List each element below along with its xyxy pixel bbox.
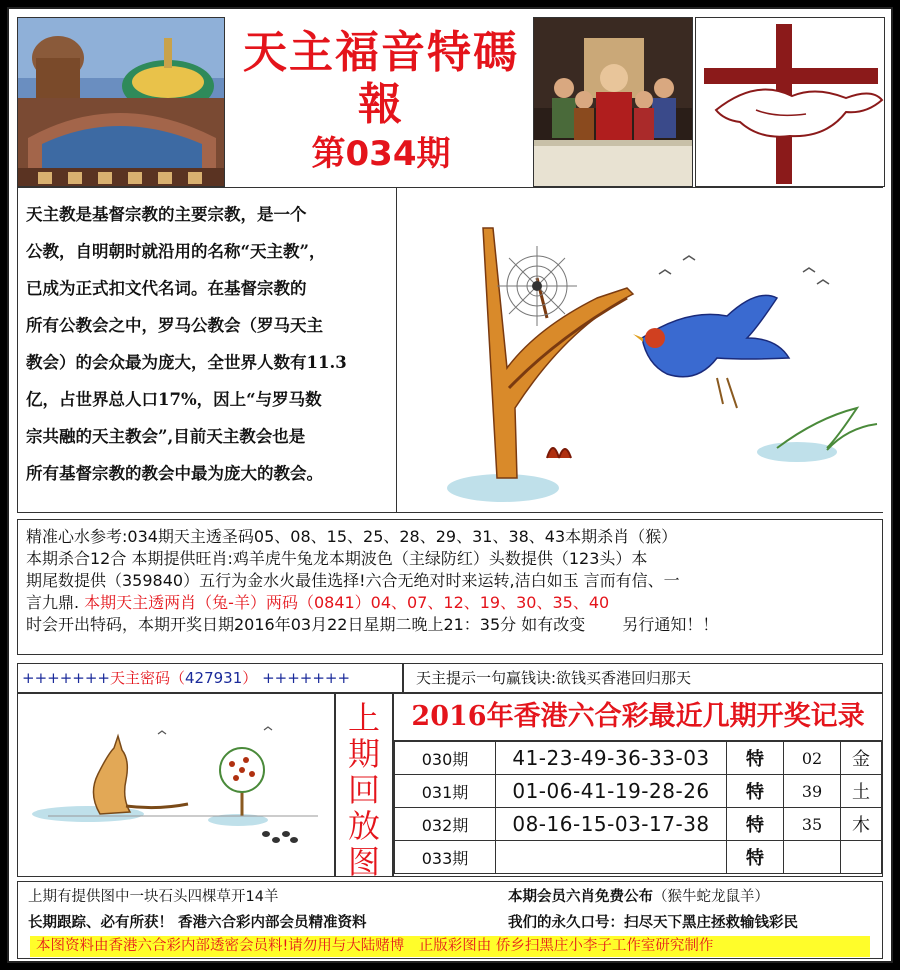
plus-right: +++++++ (262, 669, 351, 687)
info-line-4-highlight: 本期天主透两肖（兔-羊）两码（0841）04、07、12、19、30、35、40 (79, 593, 610, 612)
period-cell: 032期 (395, 808, 496, 841)
last-issue-illustration (17, 693, 335, 877)
table-row (395, 775, 882, 808)
element-cell (841, 841, 882, 874)
info-line-5: 时会开出特码，本期开奖日期2016年03月22日星期二晚上21：35分 如有改变 另行通知！！ (26, 615, 719, 634)
special-cell: 39 (784, 775, 841, 808)
church-illustration (18, 18, 225, 187)
replay-char: 上 (347, 699, 380, 737)
info-line-3: 期尾数提供（359840）五行为金水火最佳选择!六合无绝对时来运转,洁白如玉 言而有信、一 (26, 571, 680, 590)
church-photo (17, 17, 225, 187)
te-cell: 特 (727, 742, 784, 775)
intro-line: 宗共融的天主教会”,目前天主教会也是 (26, 427, 306, 446)
intro-line: 教会）的会众最为庞大，全世界人数有11.3 (26, 353, 347, 372)
replay-char: 图 (347, 843, 380, 881)
cross-dove-image (695, 17, 885, 187)
footer-slogan-right: 我们的永久口号：扫尽天下黑庄拯救输钱彩民 (508, 915, 798, 931)
intro-text (26, 196, 386, 492)
records-table (394, 741, 882, 874)
intro-section (17, 187, 883, 513)
period-cell: 031期 (395, 775, 496, 808)
prediction-info (17, 519, 883, 655)
table-row (395, 808, 882, 841)
cross-dove-illustration (696, 18, 885, 187)
secret-code-bar (17, 663, 403, 693)
element-cell: 金 (841, 742, 882, 775)
issue-number: 第034期 (311, 134, 451, 174)
te-cell: 特 (727, 808, 784, 841)
numbers-cell (496, 841, 727, 874)
tree-spider-bird-drawing (397, 188, 883, 512)
tree-bird-illustration (396, 188, 883, 512)
intro-line: 已成为正式扣文代名词。在基督宗教的 (26, 279, 307, 298)
member-pick-zodiacs: （猴牛蛇龙鼠羊） (653, 889, 769, 905)
info-line-1: 精准心水参考:034期天主透圣码05、08、15、25、28、29、31、38、43本期杀肖（猴） (26, 527, 678, 546)
last-issue-replay-label (335, 693, 393, 881)
footer-member-pick (508, 886, 769, 908)
te-cell: 特 (727, 775, 784, 808)
special-cell: 02 (784, 742, 841, 775)
te-cell: 特 (727, 841, 784, 874)
info-line-2: 本期杀合12合 本期提供旺肖:鸡羊虎牛兔龙本期波色（主绿防红）头数提供（123头）本 (26, 549, 648, 568)
element-cell: 土 (841, 775, 882, 808)
special-cell: 35 (784, 808, 841, 841)
intro-line: 所有基督宗教的教会中最为庞大的教会。 (26, 464, 323, 483)
footer (17, 881, 883, 959)
newspaper-title: 天主福音特碼報 (243, 27, 519, 130)
footer-slogan-left: 长期跟踪、必有所获！ 香港六合彩内部会员精准资料 (28, 915, 367, 931)
table-row (395, 742, 882, 775)
period-cell: 030期 (395, 742, 496, 775)
intro-line: 公教，自明朝时就沿用的名称“天主教”， (26, 242, 326, 261)
secret-label: 天主密码（ (109, 669, 185, 687)
footer-last-hint: 上期有提供图中一块石头四棵草开14羊 (28, 889, 279, 905)
records-title: 2016年香港六合彩最近几期开奖记录 (394, 694, 882, 741)
kangaroo-tree-drawing (18, 694, 335, 877)
plus-left: +++++++ (22, 669, 110, 687)
special-cell (784, 841, 841, 874)
table-row (395, 841, 882, 874)
draw-records (393, 693, 883, 877)
info-line-4 (26, 592, 874, 614)
intro-line: 亿，占世界总人口17%，因上“与罗马数 (26, 390, 322, 409)
newspaper-page (7, 7, 893, 963)
winning-tip: 天主提示一句赢钱诀:欲钱买香港回归那天 (403, 663, 883, 693)
numbers-cell: 41-23-49-36-33-03 (496, 742, 727, 775)
masthead (231, 27, 531, 177)
replay-char: 回 (347, 771, 380, 809)
info-line-4-prefix: 言九鼎. (26, 593, 80, 612)
intro-line: 天主教是基督宗教的主要宗教，是一个 (26, 205, 307, 224)
intro-line: 所有公教会之中，罗马公教会（罗马天主 (26, 316, 323, 335)
member-pick-label: 本期会员六肖免费公布 (508, 889, 653, 905)
secret-close: ） (242, 669, 258, 687)
last-supper-painting (533, 17, 693, 187)
numbers-cell: 08-16-15-03-17-38 (496, 808, 727, 841)
footer-banner: 本图资料由香港六合彩内部透密会员料!请勿用与大陆赌博 正版彩图由 侨乡扫黑庄小李子工作室研究制作 (30, 936, 870, 957)
numbers-cell: 01-06-41-19-28-26 (496, 775, 727, 808)
replay-char: 期 (347, 735, 380, 773)
element-cell: 木 (841, 808, 882, 841)
painting-illustration (534, 18, 693, 187)
secret-code: 427931 (185, 669, 243, 687)
period-cell: 033期 (395, 841, 496, 874)
replay-char: 放 (347, 807, 380, 845)
